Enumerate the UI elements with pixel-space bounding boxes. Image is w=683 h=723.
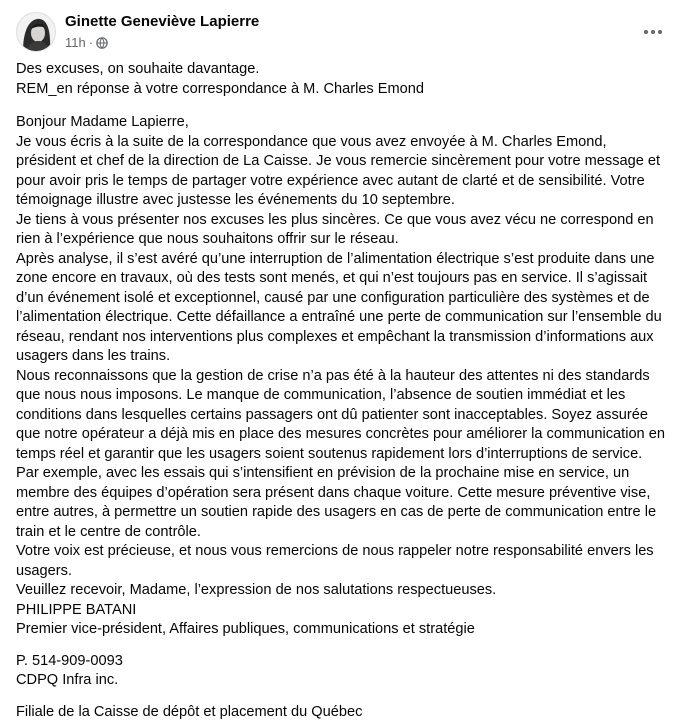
signer-name: PHILIPPE BATANI	[16, 601, 137, 618]
more-options-icon[interactable]	[639, 18, 667, 46]
intro-line-2: REM_en réponse à votre correspondance à M. Charles Emond	[16, 80, 425, 97]
meta-separator: ·	[88, 35, 94, 50]
greeting: Bonjour Madame Lapierre,	[16, 114, 189, 130]
signer-title: Premier vice-président, Affaires publiques, communications et stratégie	[16, 621, 475, 637]
intro-line-1: Des excuses, on souhaite davantage.	[16, 61, 260, 77]
spacer	[16, 99, 666, 113]
subsidiary: Filiale de la Caisse de dépôt et placement du Québec	[16, 703, 363, 720]
spacer	[16, 691, 666, 703]
spacer	[16, 640, 666, 652]
globe-icon[interactable]	[96, 37, 108, 49]
post-body	[16, 60, 666, 722]
company: CDPQ Infra inc.	[16, 672, 119, 688]
paragraph-2: Je tiens à vous présenter nos excuses les plus sincères. Ce que vous avez vécu ne correspond en rien à l’expérience que nous souhaitons offrir sur le réseau.	[16, 211, 654, 247]
avatar-image	[17, 13, 55, 51]
paragraph-3: Après analyse, il s’est avéré qu’une interruption de l’alimentation électrique s’est produite dans une zone encore en travaux, où des tests sont menés, et qui n’est toujours pas en service. Il s’agissait d’un événement isolé et exceptionnel, causé par une configuration particulière des systèmes et de l’alimentation électrique. Cette défaillance a entraîné une perte de communication sur l’ensemble du réseau, rendant nos interventions plus complexes et empêchant la transmission d’informations aux usagers dans les trains.	[16, 250, 662, 364]
closing: Veuillez recevoir, Madame, l’expression de nos salutations respectueuses.	[16, 582, 497, 598]
phone: P. 514-909-0093	[16, 652, 123, 669]
post-timestamp[interactable]: 11h	[65, 35, 86, 50]
paragraph-5: Votre voix est précieuse, et nous vous remercions de nous rappeler notre responsabilité envers les usagers.	[16, 543, 654, 579]
post-meta	[65, 35, 108, 50]
avatar[interactable]	[16, 12, 56, 52]
post-header	[16, 12, 667, 56]
paragraph-1: Je vous écris à la suite de la correspondance que vous avez envoyée à M. Charles Emond, président et chef de la direction de La Caisse. Je vous remercie sincèrement pour votre message et pour avoir pris le temps de partager votre expérience avec autant de clarté et de sensibilité. Votre témoignage illustre avec justesse les événements du 10 septembre.	[16, 133, 661, 208]
paragraph-4: Nous reconnaissons que la gestion de crise n’a pas été à la hauteur des attentes ni des standards que nous nous imposons. Le manque de communication, l’absence de soutien immédiat et les conditions dans lesquelles certains passagers ont dû patienter sont inacceptables. Soyez assurée que notre opérateur a déjà mis en place des mesures concrètes pour améliorer la communication en temps réel et garantir que les usagers soient soutenus rapidement lors d’interruptions de service. Par exemple, avec les essais qui s’intensifient en prévision de la prochaine mise en service, un membre des équipes d’opération sera présent dans chaque voiture. Cette mesure préventive vise, entre autres, à permettre un soutien rapide des usagers en cas de perte de communication entre le train et le centre de contrôle.	[16, 367, 665, 540]
author-name[interactable]: Ginette Geneviève Lapierre	[65, 13, 260, 30]
